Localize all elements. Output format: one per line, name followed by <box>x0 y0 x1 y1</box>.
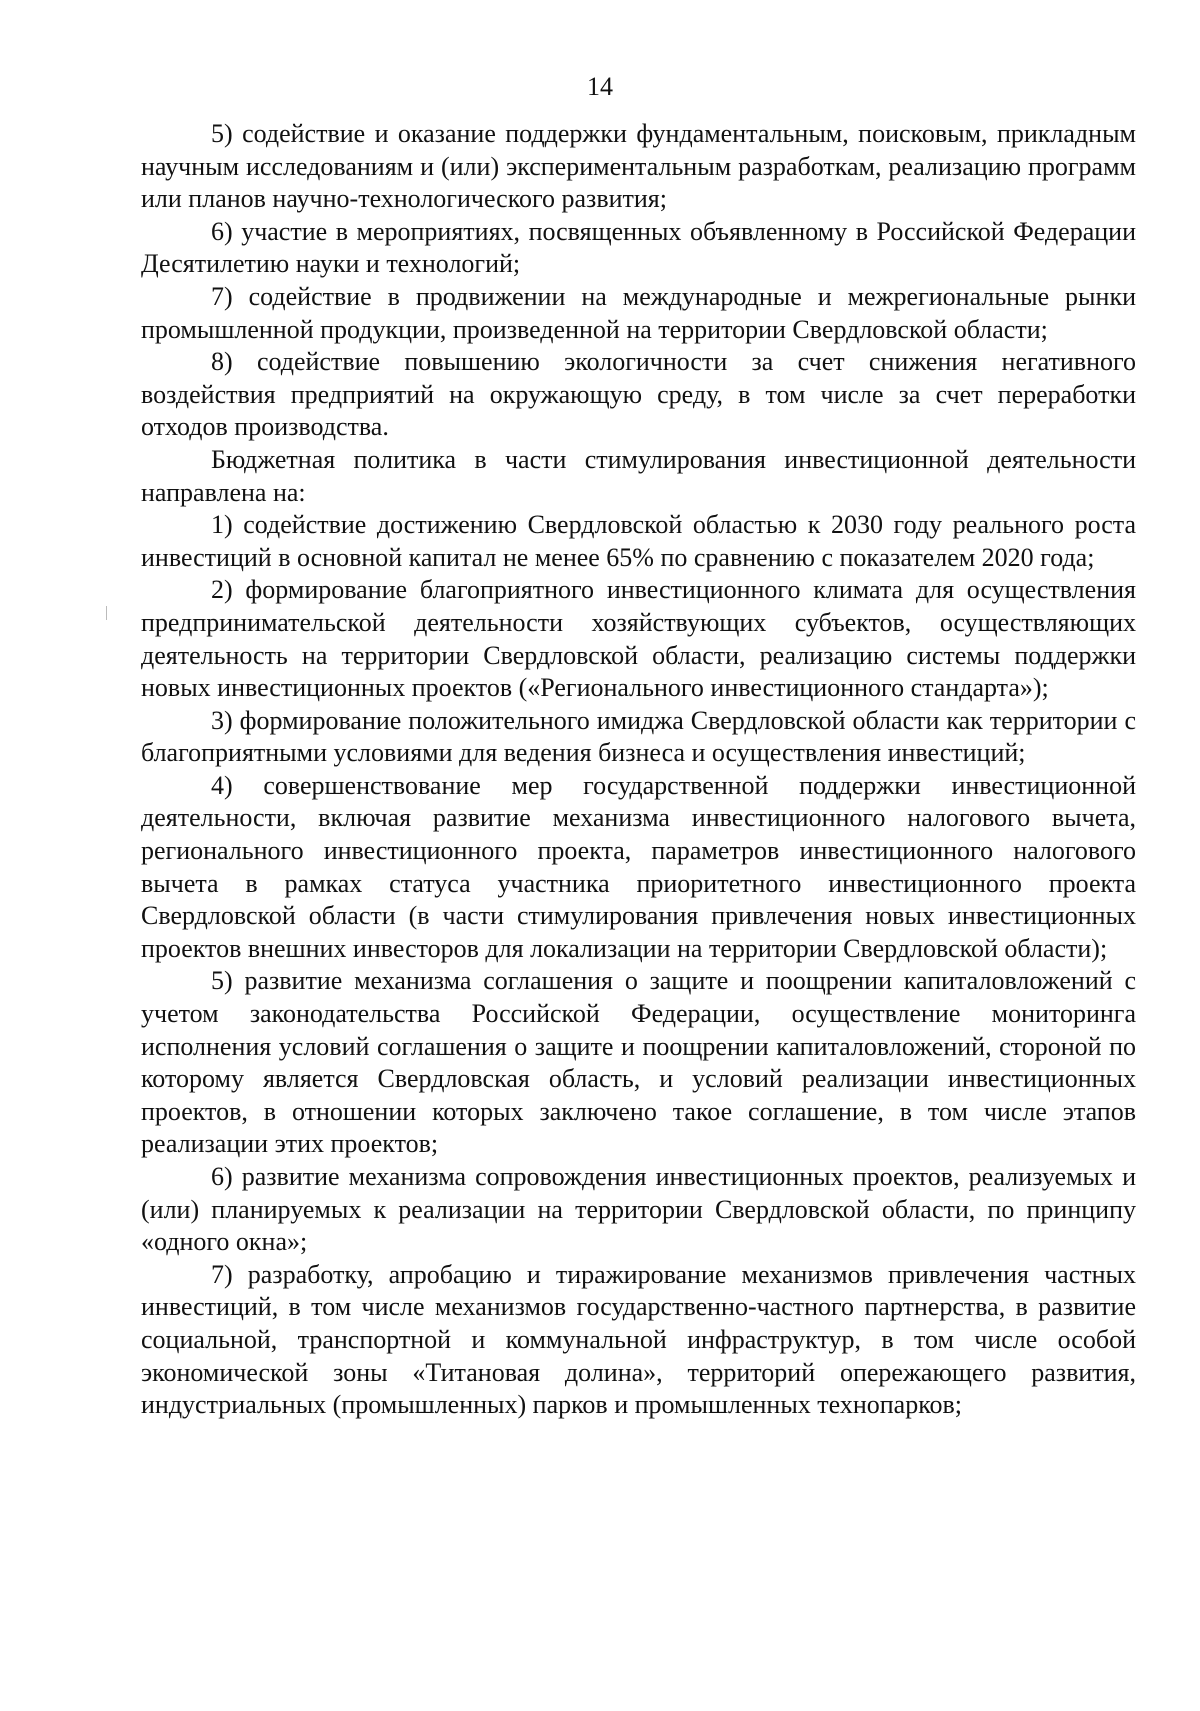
paragraph: 7) содействие в продвижении на международные и межрегиональные рынки промышленной продукции, произведенной на территории Свердловской области; <box>141 281 1136 344</box>
paragraph: 1) содействие достижению Свердловской областью к 2030 году реального роста инвестиций в основной капитал не менее 65% по сравнению с показателем 2020 года; <box>141 510 1136 572</box>
page-number: 14 <box>587 72 613 101</box>
paragraph: 6) развитие механизма сопровождения инвестиционных проектов, реализуемых и (или) планируемых к реализации на территории Свердловской области, по принципу «одного окна»; <box>141 1162 1136 1257</box>
paragraph: Бюджетная политика в части стимулирования инвестиционной деятельности направлена на: <box>141 444 1136 507</box>
margin-mark <box>106 606 107 620</box>
paragraph: 2) формирование благоприятного инвестиционного климата для осуществления предпринимательской деятельности хозяйствующих субъектов, осуществляющих деятельность на территории Свердловской области, реализацию системы поддержки новых инвестиционных проектов («Регионального инвестиционного стандарта»); <box>141 575 1136 703</box>
paragraph: 7) разработку, апробацию и тиражирование механизмов привлечения частных инвестиций, в том числе механизмов государственно-частного партнерства, в развитие социальной, транспортной и коммунальной инфраструктур, в том числе особой экономической зоны «Титановая долина», территорий опережающего развития, индустриальных (промышленных) парков и промышленных технопарков; <box>141 1259 1136 1420</box>
paragraph: 6) участие в мероприятиях, посвященных объявленному в Российской Федерации Десятилетию науки и технологий; <box>141 216 1136 279</box>
paragraph: 8) содействие повышению экологичности за счет снижения негативного воздействия предприятий на окружающую среду, в том числе за счет переработки отходов производства. <box>141 347 1136 442</box>
paragraph: 5) развитие механизма соглашения о защите и поощрении капиталовложений с учетом законодательства Российской Федерации, осуществление мониторинга исполнения условий соглашения о защите и поощрении капиталовложений, стороной по которому является Свердловская область, и условий реализации инвестиционных проектов, в отношении которых заключено такое соглашение, в том числе этапов реализации этих проектов; <box>141 966 1136 1159</box>
paragraph: 5) содействие и оказание поддержки фундаментальным, поисковым, прикладным научным исследованиям и (или) экспериментальным разработкам, реализацию программ или планов научно-технологического развития; <box>141 119 1136 214</box>
document-body <box>141 118 1136 1422</box>
paragraph: 3) формирование положительного имиджа Свердловской области как территории с благоприятными условиями для ведения бизнеса и осуществления инвестиций; <box>141 705 1136 768</box>
paragraph: 4) совершенствование мер государственной поддержки инвестиционной деятельности, включая развитие механизма инвестиционного налогового вычета, регионального инвестиционного проекта, параметров инвестиционного налогового вычета в рамках статуса участника приоритетного инвестиционного проекта Свердловской области (в части стимулирования привлечения новых инвестиционных проектов внешних инвесторов для локализации на территории Свердловской области); <box>141 770 1136 963</box>
